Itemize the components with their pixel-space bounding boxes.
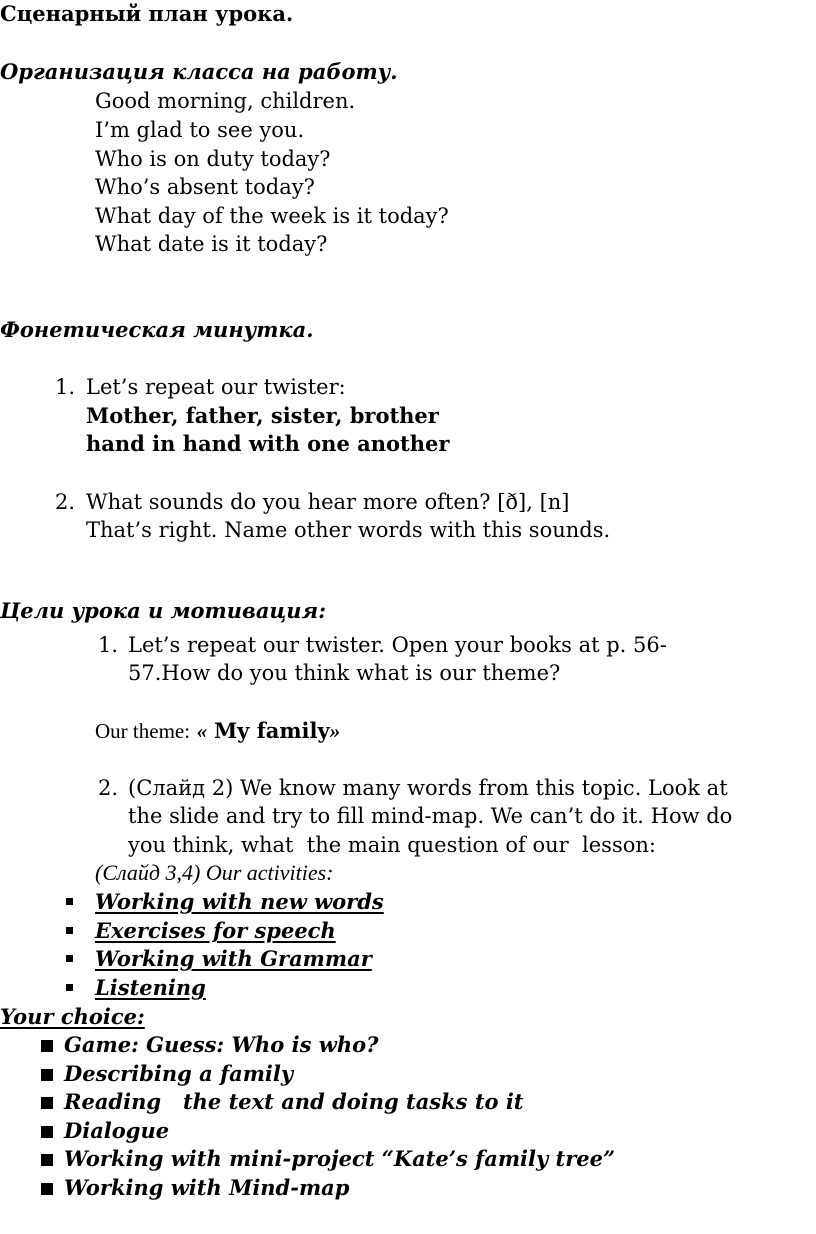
list-number: 1. (55, 375, 76, 399)
square-bullet-icon (66, 927, 73, 934)
greeting-line: Who is on duty today? (95, 147, 331, 171)
choice-item: Working with Mind-map (64, 1175, 350, 1200)
list-number: 2. (98, 776, 119, 800)
sounds-question: What sounds do you hear more often? [ð], [n] (86, 490, 570, 514)
choice-item: Describing a family (64, 1061, 294, 1086)
twister-line: hand in hand with one another (86, 431, 450, 456)
choice-item: Dialogue (64, 1118, 170, 1143)
choice-item: Game: Guess: Who is who? (64, 1032, 379, 1057)
square-bullet-icon (66, 898, 73, 905)
theme-value: My family (213, 718, 330, 743)
activity-item: Working with new words (95, 889, 384, 914)
page-title: Сценарный план урока. (0, 1, 294, 26)
goal-text: 57.How do you think what is our theme? (128, 661, 561, 685)
section-heading-choice: Your choice: (0, 1004, 145, 1029)
goal-text: Let’s repeat our twister. Open your books at p. 56- (128, 633, 667, 657)
list-number: 2. (55, 490, 76, 514)
square-bullet-icon (66, 955, 73, 962)
square-bullet-icon (41, 1154, 53, 1166)
theme-label: Our theme: (95, 719, 191, 743)
activities-intro: (Слайд 3,4) Our activities: (95, 860, 334, 885)
theme-open-quote: « (196, 719, 208, 743)
activity-item: Listening (95, 975, 206, 1000)
twister-instruction: Let’s repeat our twister: (86, 375, 346, 399)
section-heading-goals: Цели урока и мотивация: (0, 598, 327, 623)
activity-item: Working with Grammar (95, 946, 372, 971)
theme-line (95, 717, 340, 745)
greeting-line: What date is it today? (95, 232, 328, 256)
goal-text: the slide and try to fill mind-map. We can’t do it. How do (128, 804, 733, 828)
goal-text: (Слайд 2) We know many words from this topic. Look at (128, 776, 728, 800)
greeting-line: What day of the week is it today? (95, 204, 449, 228)
twister-line: Mother, father, sister, brother (86, 403, 439, 428)
square-bullet-icon (66, 984, 73, 991)
goal-text: you think, what the main question of our lesson: (128, 833, 656, 857)
square-bullet-icon (41, 1183, 53, 1195)
list-number: 1. (98, 633, 119, 657)
square-bullet-icon (41, 1097, 53, 1109)
activity-item: Exercises for speech (95, 918, 336, 943)
greeting-line: I’m glad to see you. (95, 118, 305, 142)
square-bullet-icon (41, 1069, 53, 1081)
greeting-line: Good morning, children. (95, 89, 356, 113)
square-bullet-icon (41, 1040, 53, 1052)
theme-close-quote: » (329, 719, 341, 743)
sounds-followup: That’s right. Name other words with this sounds. (86, 518, 611, 542)
choice-item: Reading the text and doing tasks to it (64, 1089, 524, 1114)
section-heading-organization: Организация класса на работу. (0, 59, 398, 84)
square-bullet-icon (41, 1126, 53, 1138)
greeting-line: Who’s absent today? (95, 175, 315, 199)
choice-item: Working with mini-project “Kate’s family tree” (64, 1146, 616, 1171)
section-heading-phonetic: Фонетическая минутка. (0, 317, 314, 342)
